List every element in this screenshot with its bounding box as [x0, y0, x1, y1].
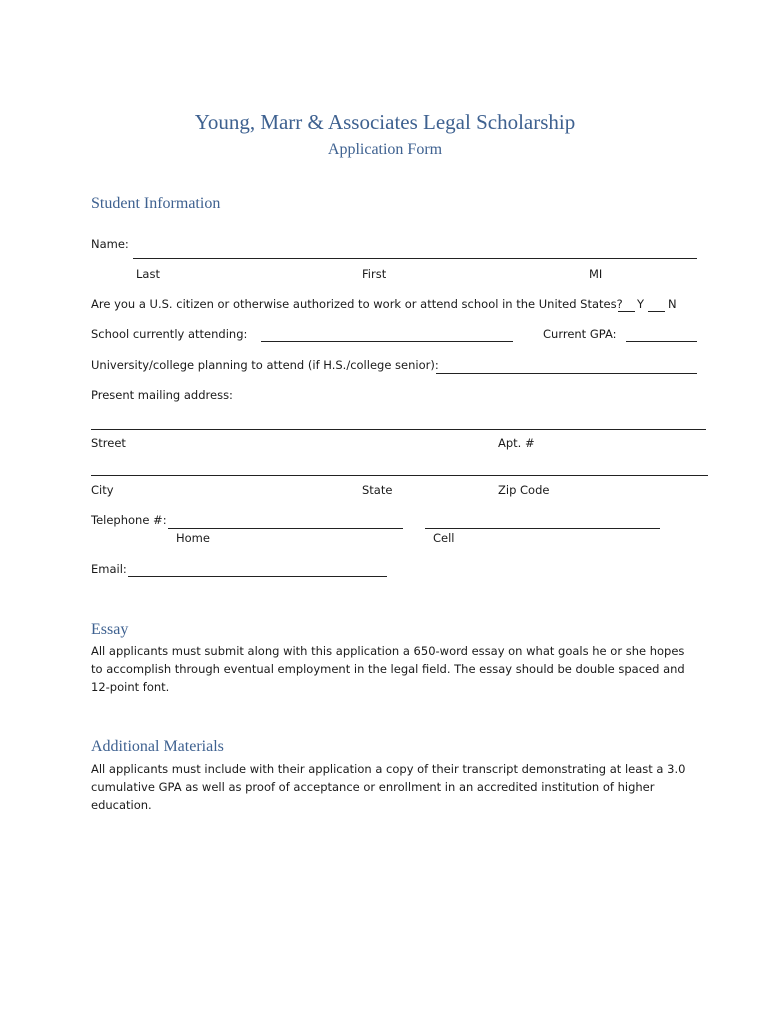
citizen-yes-label: Y [637, 297, 645, 311]
zip-label: Zip Code [498, 483, 550, 497]
university-label: University/college planning to attend (if H.S./college senior): [91, 358, 439, 372]
university-field[interactable] [436, 373, 697, 374]
cell-label: Cell [433, 531, 455, 545]
essay-heading: Essay [91, 621, 129, 638]
citizen-question: Are you a U.S. citizen or otherwise authorized to work or attend school in the United States? [91, 297, 623, 311]
email-field[interactable] [128, 576, 387, 577]
additional-materials-text: All applicants must include with their application a copy of their transcript demonstrating at least a 3.0 cumulative GPA as well as proof of acceptance or enrollment in an accredited institution of higher education. [91, 762, 686, 812]
gpa-label: Current GPA: [543, 327, 617, 341]
name-label: Name: [91, 237, 129, 251]
state-label: State [362, 483, 393, 497]
street-field[interactable] [91, 429, 706, 430]
school-field[interactable] [261, 341, 513, 342]
home-label: Home [176, 531, 210, 545]
student-info-heading: Student Information [91, 195, 221, 212]
citizen-no-label: N [668, 297, 677, 311]
email-label: Email: [91, 562, 127, 576]
gpa-field[interactable] [626, 341, 697, 342]
street-label: Street [91, 436, 126, 450]
citizen-no-field[interactable] [648, 311, 665, 312]
additional-materials-heading: Additional Materials [91, 738, 224, 755]
telephone-label: Telephone #: [91, 513, 167, 527]
name-field[interactable] [133, 258, 697, 259]
name-last-label: Last [136, 267, 160, 281]
document-title: Young, Marr & Associates Legal Scholarship [194, 110, 576, 134]
cell-phone-field[interactable] [425, 528, 660, 529]
apt-label: Apt. # [498, 436, 535, 450]
school-label: School currently attending: [91, 327, 248, 341]
document-subtitle: Application Form [327, 141, 443, 158]
name-first-label: First [362, 267, 387, 281]
citizen-yes-field[interactable] [618, 311, 635, 312]
city-label: City [91, 483, 114, 497]
name-mi-label: MI [589, 267, 603, 281]
city-state-zip-field[interactable] [91, 475, 708, 476]
essay-text: All applicants must submit along with this application a 650-word essay on what goals he or she hopes to accomplish through eventual employment in the legal field. The essay should be double spaced and 12-point font. [91, 644, 685, 694]
home-phone-field[interactable] [168, 528, 403, 529]
mailing-label: Present mailing address: [91, 388, 233, 402]
